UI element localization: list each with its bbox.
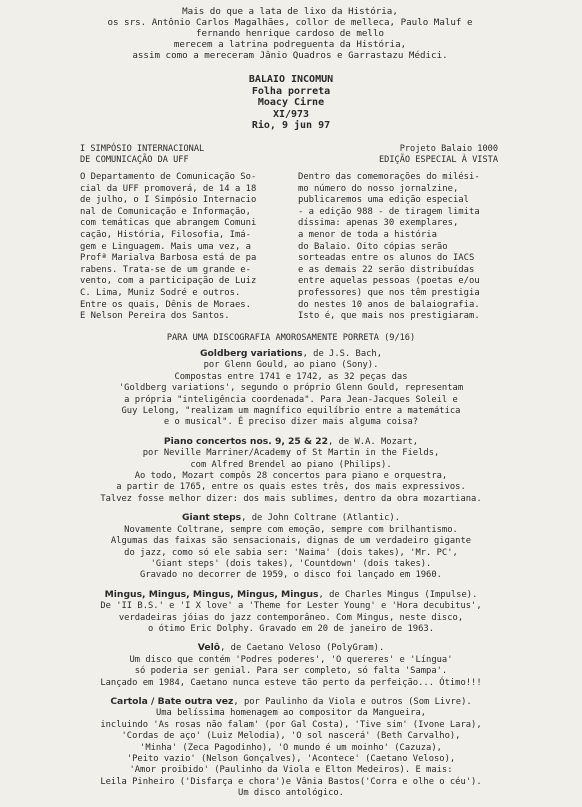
album-description-line: com Alfred Brendel ao piano (Philips). bbox=[190, 459, 392, 470]
album-description-line: só poderia ser genial. Para ser completo, só falta 'Sampa'. bbox=[134, 666, 448, 677]
album-description-line: a própria "inteligência coordenada". Para Jean-Jacques Soleil e bbox=[124, 394, 458, 405]
intro-line: fernando henrique cardoso de mello bbox=[195, 28, 385, 39]
album-description-line: 'Minha' (Zeca Pagodinho), 'O mundo é um moinho' (Cazuza), bbox=[140, 742, 442, 753]
album-credit: , de J.S. Bach, bbox=[302, 349, 383, 359]
album-description-line: incluindo 'As rosas não falam' (por Gal Costa), 'Tive sim' (Ivone Lara), bbox=[100, 719, 482, 730]
right-column-text bbox=[298, 172, 502, 323]
text-line: com temáticas que abrangem Comuni bbox=[80, 218, 257, 229]
album-credit: , de Charles Mingus (Impulse). bbox=[318, 589, 478, 600]
album-description-line: 'Goldberg variations', segundo o próprio Glenn Gould, representam bbox=[118, 383, 464, 394]
heading-line: EDIÇÃO ESPECIAL À VISTA bbox=[379, 154, 498, 165]
album-heading bbox=[10, 512, 572, 524]
album-title: Cartola / Bate outra vez bbox=[110, 695, 234, 707]
text-line: a menor de toda a história bbox=[298, 229, 437, 240]
album-description-line: 'Giant steps' (dois takes), 'Countdown' (dois takes). bbox=[150, 558, 432, 569]
album-description-line: Um disco antológico. bbox=[238, 788, 344, 799]
text-line: E Nelson Pereira dos Santos. bbox=[80, 311, 230, 322]
text-line: díssima: apenas 30 exemplares, bbox=[298, 218, 459, 229]
masthead-subtitle: Folha porreta bbox=[251, 85, 331, 97]
masthead-issue: XI/973 bbox=[272, 108, 310, 120]
text-line: cial da UFF promoverá, de 14 a 18 bbox=[80, 183, 257, 194]
text-line: nal de Comunicação e Informação, bbox=[80, 206, 251, 217]
album-credit: , de John Coltrane (Atlantic). bbox=[241, 513, 401, 524]
text-line: entre aquelas pessoas (poetas e/ou bbox=[298, 276, 480, 287]
album-title: Velô bbox=[197, 642, 221, 654]
intro-line: os srs. Antônio Carlos Magalhães, collor de melleca, Paulo Maluf e bbox=[107, 17, 473, 28]
album-description-line: o ótimo Eric Dolphy. Gravado em 20 de janeiro de 1963. bbox=[148, 623, 434, 634]
text-line: professores) que nos têm prestigia bbox=[298, 287, 480, 298]
album-entry bbox=[10, 589, 572, 636]
album-description-line: 'Cordas de aço' (Luiz Melodia), 'O sol nascerá' (Beth Carvalho), bbox=[121, 731, 461, 742]
album-entry bbox=[10, 512, 572, 581]
album-title: Mingus, Mingus, Mingus, Mingus, Mingus bbox=[104, 588, 319, 600]
album-description-line: 'Peito vazio' (Nelson Gonçalves), 'Acontece' (Caetano Veloso), bbox=[126, 754, 456, 764]
album-description-line: 'Amor proibido' (Paulinho da Viola e Elton Medeiros). E mais: bbox=[129, 765, 453, 776]
intro-line: assim como a mereceram Jânio Quadros e Garrastazu Médici. bbox=[132, 50, 448, 61]
text-line: C. Lima, Muniz Sodré e outros. bbox=[80, 287, 241, 298]
album-description-line: Talvez fosse melhor dizer: dos mais sublimes, dentro da obra mozartiana. bbox=[100, 493, 482, 504]
album-description-line: Gravado no decorrer de 1959, o disco foi lançado em 1960. bbox=[140, 570, 442, 581]
text-line: do Balaio. Oito cópias serão bbox=[298, 241, 448, 252]
album-description-line: Leila Pinheiro ('Disfarça e chora')e Vânia Bastos('Corra e olhe o céu'). bbox=[100, 776, 482, 787]
text-line: - a edição 988 - de tiragem limita bbox=[298, 206, 480, 217]
heading-line: Projeto Balaio 1000 bbox=[399, 144, 498, 154]
left-column-text bbox=[80, 172, 292, 323]
intro-line: merecem a latrina podreguenta da História, bbox=[173, 39, 407, 50]
text-line: publicaremos uma edição especial bbox=[298, 195, 469, 206]
album-heading bbox=[10, 696, 572, 708]
album-heading bbox=[10, 642, 572, 654]
text-line: Dentro das comemorações do milési- bbox=[298, 172, 480, 182]
masthead-author: Moacy Cirne bbox=[257, 97, 325, 108]
album-entry bbox=[10, 436, 572, 505]
album-entry bbox=[10, 642, 572, 689]
album-credit: , por Paulinho da Viola e outros (Som Livre). bbox=[233, 696, 472, 707]
album-description-line: Uma belíssima homenagem ao compositor da Mangueira, bbox=[155, 708, 427, 719]
discography-section-title: PARA UMA DISCOGRAFIA AMOROSAMENTE PORRETA (9/16) bbox=[166, 333, 416, 343]
album-title: Piano concertos nos. 9, 25 & 22 bbox=[163, 435, 329, 447]
text-line: mo número do nosso jornalzine, bbox=[298, 183, 459, 194]
album-heading bbox=[10, 348, 572, 360]
text-line: vento, com a participação de Luiz bbox=[80, 276, 257, 287]
right-column-heading bbox=[379, 144, 498, 165]
album-description-line: por Neville Marriner/Academy of St Martin in the Fields, bbox=[142, 448, 440, 459]
text-line: sorteadas entre os alunos do IACS bbox=[298, 253, 475, 264]
text-line: cação, História, Filosofia, Imá- bbox=[80, 229, 251, 240]
text-line: do nestes 10 anos de balaiografia. bbox=[298, 299, 480, 310]
left-column-heading bbox=[80, 144, 204, 165]
album-description-line: do jazz, como só ele sabia ser: 'Naima' (dois takes), 'Mr. PC', bbox=[124, 547, 458, 558]
album-credit: , de Caetano Veloso (PolyGram). bbox=[220, 643, 385, 654]
album-description-line: De 'II B.S.' e 'I X love' a 'Theme for Lester Young' e 'Hora decubitus', bbox=[100, 601, 482, 612]
album-title: Giant steps bbox=[181, 512, 242, 524]
album-description-line: Guy Lelong, "realizam um magnífico equilíbrio entre a matemática bbox=[121, 406, 461, 417]
album-heading bbox=[10, 589, 572, 601]
album-description-line: verdadeiras jóias do jazz contemporâneo. Com Mingus, neste disco, bbox=[118, 612, 464, 623]
masthead bbox=[0, 74, 582, 132]
text-line: e as demais 22 serão distribuídas bbox=[298, 264, 475, 275]
intro-dedication bbox=[40, 6, 540, 61]
text-line: rabens. Trata-se de um grande e- bbox=[80, 264, 251, 275]
album-entry bbox=[10, 696, 572, 800]
text-line: O Departamento de Comunicação So- bbox=[80, 172, 257, 182]
album-description-line: Ao todo, Mozart compôs 28 concertos para piano e orquestra, bbox=[134, 471, 448, 482]
text-line: Isto é, que mais nos prestigiaram. bbox=[298, 311, 480, 322]
album-description-line: Lançado em 1984, Caetano nunca esteve tão perto da perfeição... Ótimo!!! bbox=[100, 677, 482, 688]
album-heading bbox=[10, 436, 572, 448]
discography-list bbox=[10, 348, 572, 807]
text-line: de julho, o I Simpósio Internacio bbox=[80, 195, 257, 206]
album-description-line: Algumas das faixas são sensacionais, dignas de um verdadeiro gigante bbox=[110, 536, 472, 547]
album-entry bbox=[10, 348, 572, 429]
masthead-date: Rio, 9 jun 97 bbox=[251, 120, 331, 131]
album-description-line: e o musical". É preciso dizer mais alguma coisa? bbox=[163, 417, 419, 428]
album-credit: , de W.A. Mozart, bbox=[328, 436, 419, 447]
text-line: Profª Marialva Barbosa está de pa bbox=[80, 253, 257, 264]
heading-line: I SIMPÓSIO INTERNACIONAL bbox=[80, 144, 205, 154]
album-description-line: Um disco que contém 'Podres poderes', 'O quereres' e 'Língua' bbox=[129, 654, 453, 665]
album-description-line: por Glenn Gould, ao piano (Sony). bbox=[203, 360, 379, 371]
album-title: Goldberg variations bbox=[199, 348, 303, 359]
text-line: gem e Linguagem. Mais uma vez, a bbox=[80, 241, 251, 252]
intro-line: Mais do que a lata de lixo da História, bbox=[182, 6, 398, 17]
album-description-line: Novamente Coltrane, sempre com emoção, sempre com brilhantismo. bbox=[124, 524, 458, 535]
masthead-title: BALAIO INCOMUN bbox=[248, 74, 334, 85]
album-description-line: a partir de 1765, entre os quais estes três, dos mais expressivos. bbox=[116, 482, 466, 493]
text-line: Entre os quais, Dênis de Moraes. bbox=[80, 299, 251, 310]
heading-line: DE COMUNICAÇÃO DA UFF bbox=[80, 154, 189, 165]
album-description-line: Compostas entre 1741 e 1742, as 32 peças das bbox=[174, 371, 408, 382]
